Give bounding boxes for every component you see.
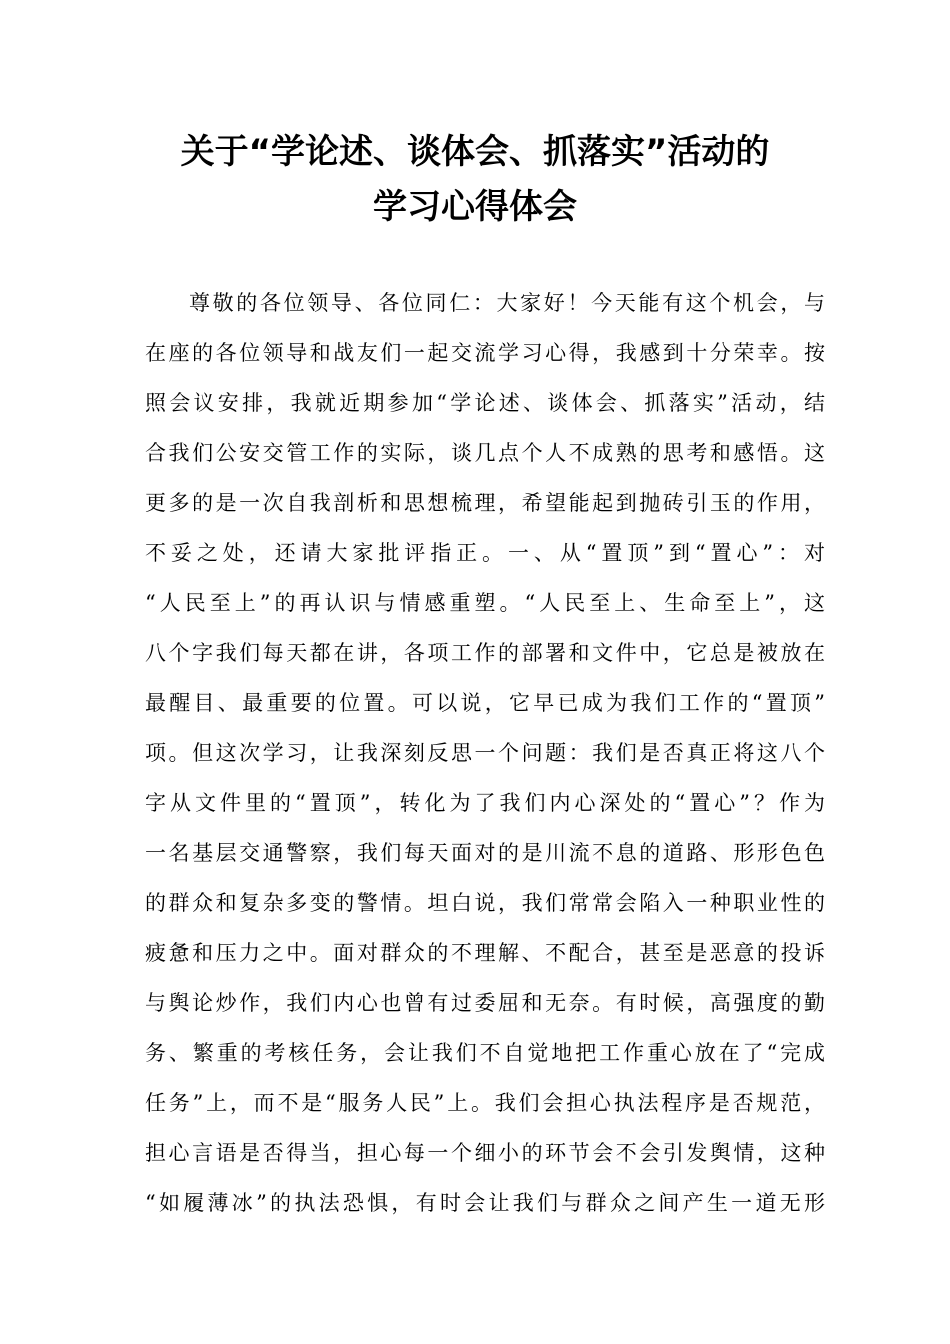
body-line: 尊敬的各位领导、各位同仁：大家好！今天能有这个机会，与 xyxy=(189,291,825,315)
body-line: 务、繁重的考核任务，会让我们不自觉地把工作重心放在了“完成 xyxy=(145,1041,825,1065)
document-body xyxy=(145,278,825,1228)
body-line: 合我们公安交管工作的实际，谈几点个人不成熟的思考和感悟。这 xyxy=(145,441,825,465)
body-line: 照会议安排，我就近期参加“学论述、谈体会、抓落实”活动，结 xyxy=(145,391,825,415)
document-title-line-1: 关于“学论述、谈体会、抓落实”活动的 xyxy=(180,132,770,172)
document-title-line-2: 学习心得体会 xyxy=(373,187,577,227)
body-line: 疲惫和压力之中。面对群众的不理解、不配合，甚至是恶意的投诉 xyxy=(145,941,825,965)
body-line: 的群众和复杂多变的警情。坦白说，我们常常会陷入一种职业性的 xyxy=(145,891,825,915)
body-line: “如履薄冰”的执法恐惧，有时会让我们与群众之间产生一道无形 xyxy=(145,1191,825,1215)
body-line: 最醒目、最重要的位置。可以说，它早已成为我们工作的“置顶” xyxy=(145,691,825,715)
body-line: 不妥之处，还请大家批评指正。一、从“置顶”到“置心”：对 xyxy=(145,541,825,565)
body-line: 更多的是一次自我剖析和思想梳理，希望能起到抛砖引玉的作用， xyxy=(145,491,825,515)
body-line: 担心言语是否得当，担心每一个细小的环节会不会引发舆情，这种 xyxy=(145,1141,825,1165)
body-line: 在座的各位领导和战友们一起交流学习心得，我感到十分荣幸。按 xyxy=(145,341,825,365)
body-line: 字从文件里的“置顶”，转化为了我们内心深处的“置心”？作为 xyxy=(145,791,825,815)
body-line: 一名基层交通警察，我们每天面对的是川流不息的道路、形形色色 xyxy=(145,841,825,865)
body-line: 任务”上，而不是“服务人民”上。我们会担心执法程序是否规范， xyxy=(145,1091,825,1115)
body-line: 八个字我们每天都在讲，各项工作的部署和文件中，它总是被放在 xyxy=(145,641,825,665)
body-line: 项。但这次学习，让我深刻反思一个问题：我们是否真正将这八个 xyxy=(145,741,825,765)
body-line: “人民至上”的再认识与情感重塑。“人民至上、生命至上”，这 xyxy=(145,591,825,615)
body-line: 与舆论炒作，我们内心也曾有过委屈和无奈。有时候，高强度的勤 xyxy=(145,991,825,1015)
